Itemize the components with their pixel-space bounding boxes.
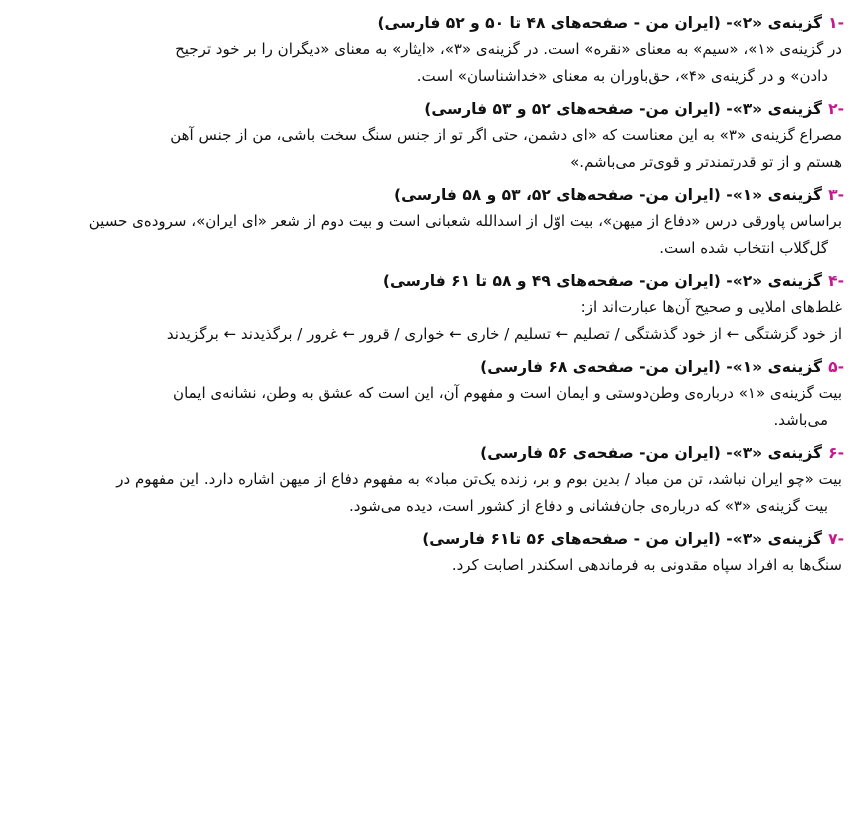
answer-item-5 xyxy=(12,354,844,433)
answer-heading xyxy=(12,182,844,208)
answer-number: -۷ xyxy=(828,530,844,548)
explanation-line: هستم و از تو قدرتمندتر و قوی‌تر می‌باشم.» xyxy=(570,152,842,171)
answer-title: گزینه‌ی «۲»- (ایران من - صفحه‌های ۴۸ تا ۵۰ و ۵۲ فارسی) xyxy=(377,14,822,32)
answer-number: -۶ xyxy=(828,444,844,462)
answer-heading xyxy=(12,96,844,122)
answer-item-6 xyxy=(12,440,844,519)
explanation-line: مصراع گزینه‌ی «۳» به این معناست که «ای دشمن، حتی اگر تو از جنس سنگ سخت باشی، من از جنس آهن xyxy=(170,126,842,144)
answer-explanation xyxy=(12,466,844,519)
explanation-line: سنگ‌ها به افراد سپاه مقدونی به فرماندهی اسکندر اصابت کرد. xyxy=(451,556,842,574)
answer-heading xyxy=(12,354,844,380)
explanation-line: بیت «چو ایران نباشد، تن من مباد / بدین بوم و بر، زنده یک‌تن مباد» به مفهوم دفاع از میهن اشاره دارد. این مفهوم در xyxy=(116,470,842,488)
answer-explanation xyxy=(12,380,844,433)
answer-item-2 xyxy=(12,96,844,175)
answer-item-7 xyxy=(12,526,844,579)
explanation-line: دادن» و در گزینه‌ی «۴»، حق‌باوران به معنای «خداشناسان» است. xyxy=(416,66,828,85)
explanation-line: گل‌گلاب انتخاب شده است. xyxy=(659,238,828,257)
answer-number: -۵ xyxy=(828,358,844,376)
answer-explanation xyxy=(12,36,844,89)
answer-title: گزینه‌ی «۱»- (ایران من- صفحه‌های ۵۲، ۵۳ و ۵۸ فارسی) xyxy=(394,186,822,204)
explanation-line: بیت گزینه‌ی «۱» درباره‌ی وطن‌دوستی و ایمان است و مفهوم آن، این است که عشق به وطن، نشانه‌ی ایمان xyxy=(173,384,842,402)
answer-item-3 xyxy=(12,182,844,261)
answer-item-1 xyxy=(12,10,844,89)
answer-explanation xyxy=(12,552,844,579)
answer-number: -۲ xyxy=(828,100,844,118)
answer-heading xyxy=(12,440,844,466)
explanation-line: براساس پاورقی درس «دفاع از میهن»، بیت اوّل از اسدالله شعبانی است و بیت دوم از شعر «ای ایران»، سروده‌ی حسین xyxy=(88,212,842,230)
answer-heading xyxy=(12,268,844,294)
answer-item-4 xyxy=(12,268,844,347)
answer-explanation xyxy=(12,122,844,175)
explanation-line: می‌باشد. xyxy=(773,410,828,429)
answer-heading xyxy=(12,526,844,552)
answer-title: گزینه‌ی «۲»- (ایران من- صفحه‌های ۴۹ و ۵۸ تا ۶۱ فارسی) xyxy=(382,272,822,290)
answer-title: گزینه‌ی «۳»- (ایران من - صفحه‌های ۵۶ تا۶۱ فارسی) xyxy=(422,530,822,548)
answer-explanation xyxy=(12,294,844,347)
explanation-line: در گزینه‌ی «۱»، «سیم» به معنای «نقره» است. در گزینه‌ی «۳»، «ایثار» به معنای «دیگران را بر خود ترجیح xyxy=(175,40,842,58)
explanation-line: بیت گزینه‌ی «۳» که درباره‌ی جان‌فشانی و دفاع از کشور است، دیده می‌شود. xyxy=(348,496,828,515)
answer-title: گزینه‌ی «۳»- (ایران من- صفحه‌های ۵۲ و ۵۳ فارسی) xyxy=(424,100,822,118)
explanation-line: غلط‌های املایی و صحیح آن‌ها عبارت‌اند از: xyxy=(580,298,842,316)
answer-title: گزینه‌ی «۳»- (ایران من- صفحه‌ی ۵۶ فارسی) xyxy=(480,444,822,462)
answer-title: گزینه‌ی «۱»- (ایران من- صفحه‌ی ۶۸ فارسی) xyxy=(480,358,822,376)
answer-heading xyxy=(12,10,844,36)
answer-key-document xyxy=(12,10,844,586)
answer-number: -۴ xyxy=(828,272,844,290)
explanation-line: از خود گزشتگی ← از خود گذشتگی / تصلیم ← تسلیم / خاری ← خواری / قرور ← غرور / برگذیدند ← برگزیدند xyxy=(166,324,842,343)
answer-explanation xyxy=(12,208,844,261)
answer-number: -۳ xyxy=(828,186,844,204)
answer-number: -۱ xyxy=(828,14,844,32)
